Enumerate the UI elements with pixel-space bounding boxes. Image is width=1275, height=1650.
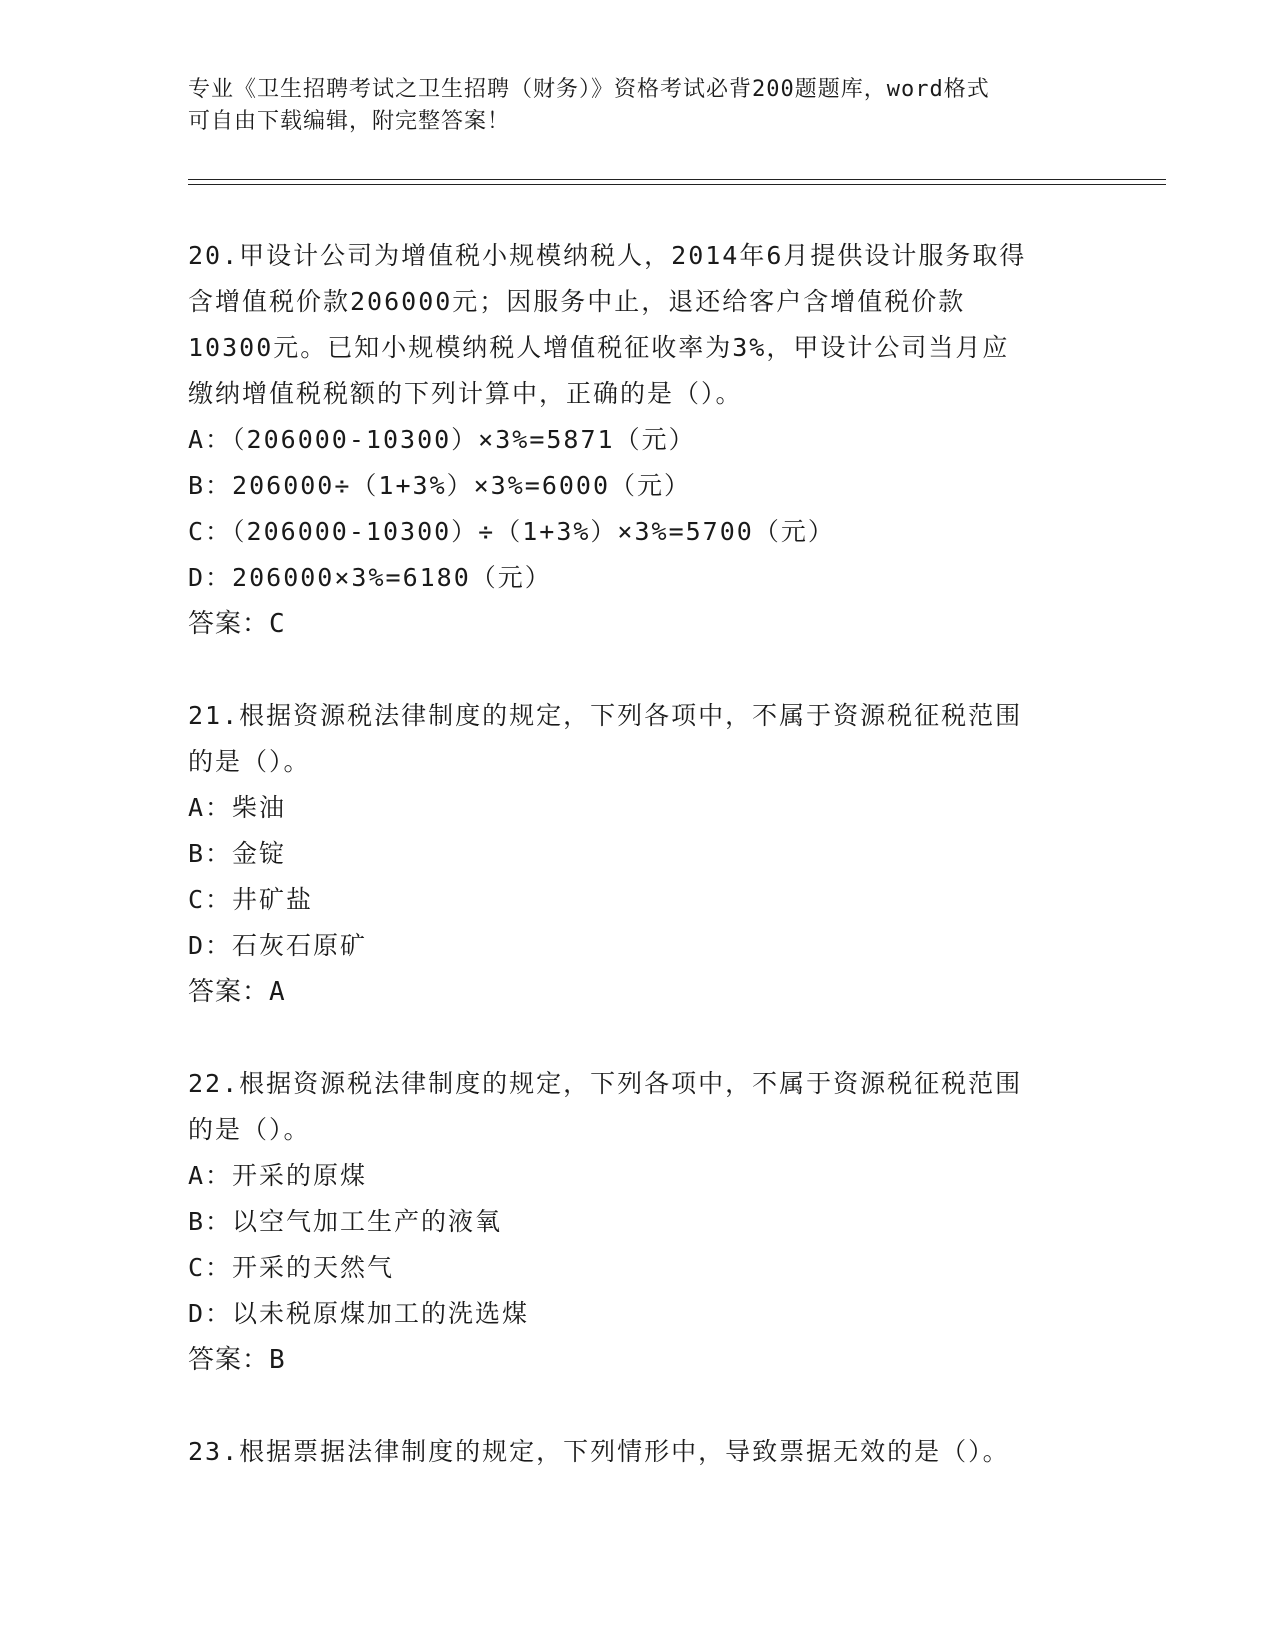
option-a: A：柴油 (188, 793, 287, 822)
question-stem-line: 20.甲设计公司为增值税小规模纳税人，2014年6月提供设计服务取得 (188, 241, 1027, 270)
question-stem-line: 的是（）。 (188, 1115, 311, 1144)
option-d: D：石灰石原矿 (188, 931, 368, 960)
option-c: C：开采的天然气 (188, 1253, 395, 1282)
option-d: D：206000×3%=6180（元） (188, 563, 552, 592)
answer-line: 答案：C (188, 609, 286, 639)
header-line-2: 可自由下载编辑，附完整答案！ (188, 109, 511, 134)
question-22 (188, 1061, 1088, 1383)
header-line-1: 专业《卫生招聘考试之卫生招聘（财务）》资格考试必背200题题库，word格式 (188, 77, 990, 102)
question-23 (188, 1429, 1088, 1475)
question-stem-line: 含增值税价款206000元；因服务中止，退还给客户含增值税价款 (188, 287, 966, 316)
answer-line: 答案：B (188, 1345, 286, 1375)
document-header (188, 74, 1088, 138)
option-a: A：开采的原煤 (188, 1161, 368, 1190)
question-stem-line: 21.根据资源税法律制度的规定，下列各项中，不属于资源税征税范围 (188, 701, 1023, 730)
option-c: C：井矿盐 (188, 885, 314, 914)
header-divider-top (188, 179, 1166, 180)
question-list (188, 233, 1088, 1521)
question-stem-line: 10300元。已知小规模纳税人增值税征收率为3%，甲设计公司当月应 (188, 333, 1010, 362)
option-d: D：以未税原煤加工的洗选煤 (188, 1299, 530, 1328)
option-a: A：（206000-10300）×3%=5871（元） (188, 425, 696, 454)
option-b: B：以空气加工生产的液氧 (188, 1207, 503, 1236)
question-stem-line: 缴纳增值税税额的下列计算中，正确的是（）。 (188, 379, 743, 408)
question-21 (188, 693, 1088, 1015)
option-b: B：206000÷（1+3%）×3%=6000（元） (188, 471, 692, 500)
answer-line: 答案：A (188, 977, 286, 1007)
header-divider-bottom (188, 184, 1166, 185)
option-c: C：（206000-10300）÷（1+3%）×3%=5700（元） (188, 517, 835, 546)
question-stem-line: 23.根据票据法律制度的规定，下列情形中，导致票据无效的是（）。 (188, 1437, 1010, 1466)
question-20 (188, 233, 1088, 647)
question-stem-line: 的是（）。 (188, 747, 311, 776)
question-stem-line: 22.根据资源税法律制度的规定，下列各项中，不属于资源税征税范围 (188, 1069, 1023, 1098)
option-b: B：金锭 (188, 839, 287, 868)
